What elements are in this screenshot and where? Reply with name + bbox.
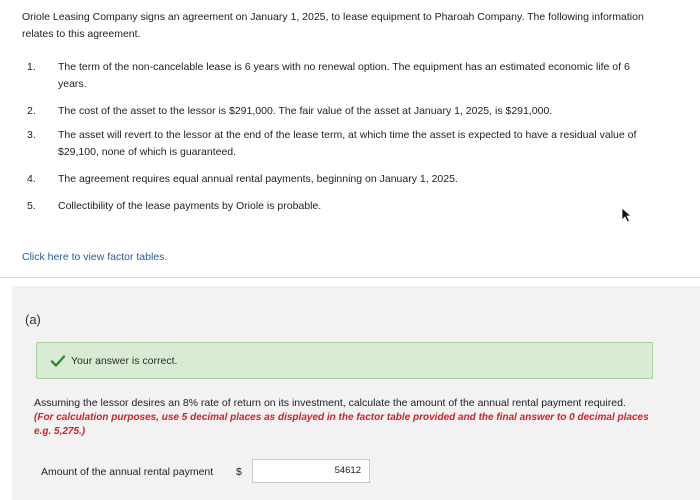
item-number: 3. bbox=[27, 129, 36, 141]
calculation-instruction: (For calculation purposes, use 5 decimal places as displayed in the factor table provided and the final answer to 0 decimal places e.g. 5,275.) bbox=[34, 412, 649, 437]
currency-symbol: $ bbox=[236, 466, 242, 478]
item-number: 2. bbox=[27, 105, 36, 117]
question-prompt: Assuming the lessor desires an 8% rate of return on its investment, calculate the amount of the annual rental payment required. bbox=[34, 397, 626, 409]
problem-intro: Oriole Leasing Company signs an agreement on January 1, 2025, to lease equipment to Pharoah Company. The following information relates to this agreement. bbox=[22, 11, 644, 40]
mouse-pointer-icon bbox=[621, 207, 635, 223]
answer-label: Amount of the annual rental payment bbox=[41, 466, 214, 478]
part-a-section bbox=[0, 279, 700, 500]
item-text: The term of the non-cancelable lease is 6 years with no renewal option. The equipment has an estimated economic life of 6 years. bbox=[58, 61, 630, 90]
item-number: 1. bbox=[27, 61, 36, 73]
item-text: The cost of the asset to the lessor is $291,000. The fair value of the asset at January 1, 2025, is $291,000. bbox=[58, 105, 553, 117]
annual-rental-payment-input[interactable]: 54612 bbox=[252, 459, 370, 483]
item-text: Collectibility of the lease payments by Oriole is probable. bbox=[58, 200, 322, 212]
part-label: (a) bbox=[25, 312, 41, 327]
factor-tables-link[interactable]: Click here to view factor tables. bbox=[22, 251, 168, 263]
part-header bbox=[12, 286, 700, 334]
question-box bbox=[12, 334, 700, 500]
check-icon bbox=[50, 354, 66, 368]
item-number: 5. bbox=[27, 200, 36, 212]
feedback-text: Your answer is correct. bbox=[71, 355, 178, 367]
feedback-banner bbox=[36, 342, 653, 379]
item-text: The asset will revert to the lessor at the end of the lease term, at which time the asset is expected to have a residual value of $29,100, none of which is guaranteed. bbox=[58, 129, 637, 158]
item-number: 4. bbox=[27, 173, 36, 185]
item-text: The agreement requires equal annual rental payments, beginning on January 1, 2025. bbox=[58, 173, 458, 185]
